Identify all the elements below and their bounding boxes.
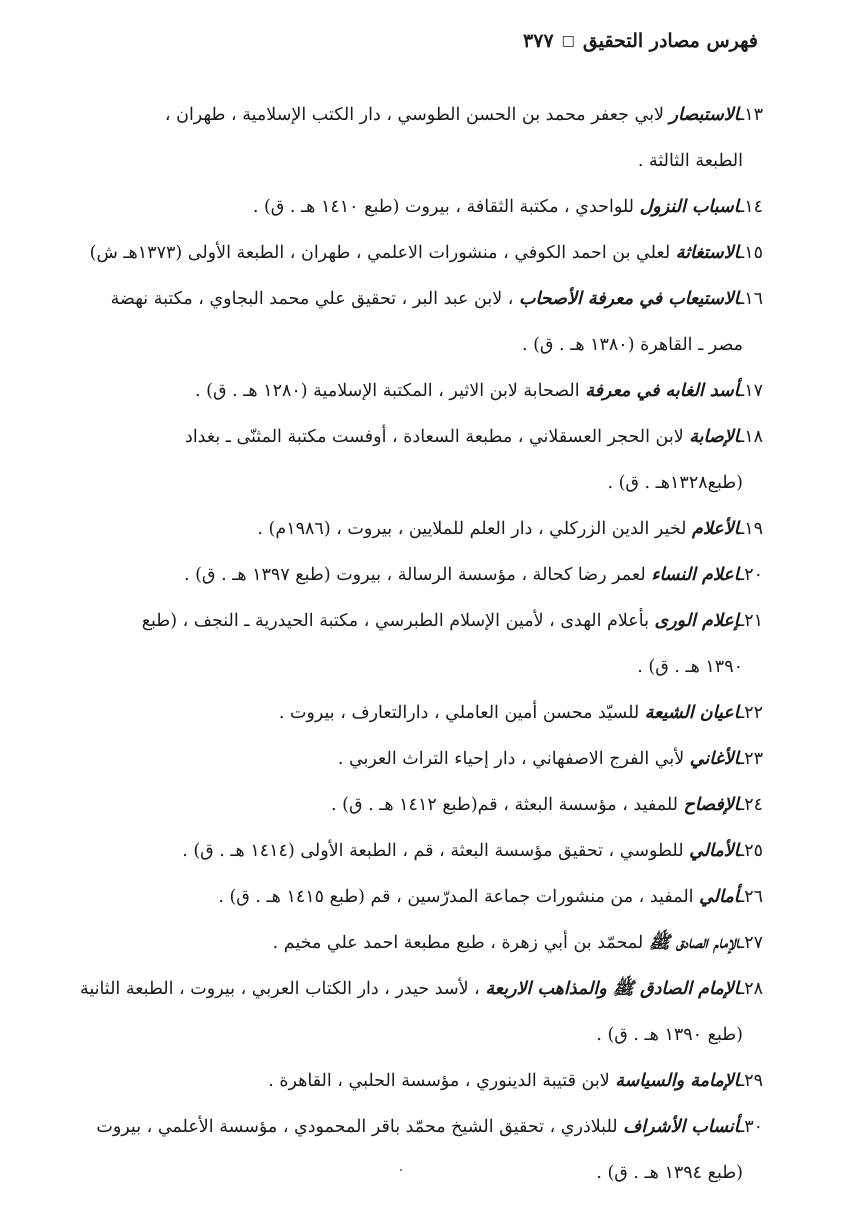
bibliography-entry (90, 92, 763, 184)
entry-title: اسباب النزول (639, 197, 740, 217)
entry-line (96, 1117, 763, 1137)
entry-details: للطوسي ، تحقيق مؤسسة البعثة ، قم ، الطبعة الأولى (١٤١٤ هـ . ق) . (182, 841, 690, 861)
entry-details: لمحمّد بن أبي زهرة ، طبع مطبعة احمد علي مخيم . (272, 933, 649, 953)
entry-line (185, 427, 763, 447)
bibliography-list (79, 92, 763, 1196)
entry-title: أنساب الأشراف (623, 1117, 740, 1137)
entry-line (268, 1071, 763, 1091)
entry-details: للواحدي ، مكتبة الثقافة ، بيروت (طبع ١٤١٠ هـ . ق) . (252, 197, 640, 217)
entry-details: لابن قتيبة الدينوري ، مؤسسة الحلبي ، القاهرة . (268, 1071, 616, 1091)
entry-title: الاستبصار (669, 105, 740, 125)
bibliography-entry (90, 368, 763, 414)
entry-number: ١٤ـ (739, 197, 763, 217)
entry-line (257, 519, 763, 539)
entry-details: ، لأسد حيدر ، دار الكتاب العربي ، بيروت ، الطبعة الثانية (79, 979, 486, 999)
entry-number: ٢٦ـ (739, 887, 763, 907)
bibliography-entry (90, 1058, 763, 1104)
bibliography-entry (90, 874, 763, 920)
entry-line (338, 749, 763, 769)
entry-details: بأعلام الهدى ، لأمين الإسلام الطبرسي ، مكتبة الحيدرية ـ النجف ، (طبع (141, 611, 655, 631)
entry-number: ١٥ـ (739, 243, 763, 263)
entry-details: لأبي الفرج الاصفهاني ، دار إحياء التراث العربي . (337, 749, 690, 769)
entry-title: الأمالي (689, 841, 740, 861)
header-separator: □ (561, 33, 575, 49)
entry-title: الإمامة والسياسة (615, 1071, 740, 1091)
page-number: ٣٧٧ (523, 30, 554, 52)
entry-details: للمفيد ، مؤسسة البعثة ، قم(طبع ١٤١٢ هـ . ق) . (331, 795, 684, 815)
entry-title: اعلام النساء (651, 565, 740, 585)
entry-details: لعمر رضا كحالة ، مؤسسة الرسالة ، بيروت (طبع ١٣٩٧ هـ . ق) . (183, 565, 652, 585)
entry-title: الإمام الصادق ﷺ (648, 933, 740, 953)
entry-continuation: مصر ـ القاهرة (١٣٨٠ هـ . ق) . (521, 335, 743, 355)
entry-details: لابي جعفر محمد بن الحسن الطوسي ، دار الكتب الإسلامية ، طهران ، (164, 105, 670, 125)
entry-continuation: (طبع ١٣٩٤ هـ . ق) . (596, 1163, 743, 1183)
entry-title: الاستغاثة (675, 243, 740, 263)
entry-details: الصحابة لابن الاثير ، المكتبة الإسلامية (١٢٨٠ هـ . ق) . (195, 381, 586, 401)
entry-title: الإمام الصادق ﷺ والمذاهب الاربعة (485, 979, 740, 999)
entry-line (90, 243, 763, 263)
entry-line (218, 887, 763, 907)
entry-number: ٢٤ـ (739, 795, 763, 815)
bibliography-entry (90, 414, 763, 506)
entry-line (165, 105, 763, 125)
entry-number: ٢٧ـ (739, 933, 763, 953)
entry-number: ٢٩ـ (739, 1071, 763, 1091)
entry-title: الأعلام (692, 519, 740, 539)
entry-title: الاستيعاب في معرفة الأصحاب (519, 289, 740, 309)
entry-title: الإفصاح (683, 795, 740, 815)
bibliography-entry (90, 552, 763, 598)
header-title: فهرس مصادر التحقيق (582, 30, 758, 52)
entry-title: الإصابة (689, 427, 740, 447)
entry-number: ١٨ـ (739, 427, 763, 447)
speck (400, 1169, 402, 1171)
entry-details: لخير الدين الزركلي ، دار العلم للملايين ، بيروت ، (١٩٨٦م) . (257, 519, 693, 539)
entry-details: لابن الحجر العسقلاني ، مطبعة السعادة ، أوفست مكتبة المثنّى ـ بغداد (185, 427, 690, 447)
bibliography-entry (90, 276, 763, 368)
entry-number: ١٦ـ (739, 289, 763, 309)
entry-details: للبلاذري ، تحقيق الشيخ محمّد باقر المحمودي ، مؤسسة الأعلمي ، بيروت (96, 1117, 624, 1137)
entry-number: ١٧ـ (739, 381, 763, 401)
entry-line (273, 933, 763, 953)
bibliography-entry (90, 230, 763, 276)
bibliography-entry (90, 598, 763, 690)
entry-number: ٢١ـ (739, 611, 763, 631)
bibliography-entry (79, 966, 763, 1058)
bibliography-entry (90, 920, 763, 966)
entry-number: ٢٢ـ (739, 703, 763, 723)
entry-number: ١٩ـ (739, 519, 763, 539)
entry-line (182, 841, 763, 861)
entry-continuation: (طبع ١٣٩٠ هـ . ق) . (596, 1025, 743, 1045)
entry-details: للسيّد محسن أمين العاملي ، دارالتعارف ، بيروت . (278, 703, 645, 723)
entry-number: ١٣ـ (739, 105, 763, 125)
entry-number: ٢٠ـ (739, 565, 763, 585)
entry-continuation: الطبعة الثالثة . (637, 151, 743, 171)
entry-line (331, 795, 763, 815)
entry-details: ، لابن عبد البر ، تحقيق علي محمد البجاوي ، مكتبة نهضة (110, 289, 519, 309)
bibliography-entry (90, 782, 763, 828)
entry-line (80, 979, 763, 999)
entry-line (111, 289, 763, 309)
entry-title: اعيان الشيعة (644, 703, 740, 723)
entry-line (279, 703, 763, 723)
entry-title: أمالي (699, 887, 740, 907)
entry-details: لعلي بن احمد الكوفي ، منشورات الاعلمي ، طهران ، الطبعة الأولى (١٣٧٣هـ ش) (89, 243, 676, 263)
bibliography-entry (90, 736, 763, 782)
bibliography-entry (90, 506, 763, 552)
entry-line (195, 381, 763, 401)
entry-details: المفيد ، من منشورات جماعة المدرّسين ، قم (طبع ١٤١٥ هـ . ق) . (218, 887, 700, 907)
bibliography-entry (90, 828, 763, 874)
running-header (523, 30, 758, 52)
entry-line (253, 197, 763, 217)
entry-title: أسد الغابه في معرفة (585, 381, 740, 401)
bibliography-entry (90, 1104, 763, 1196)
bibliography-entry (90, 690, 763, 736)
entry-number: ٢٣ـ (739, 749, 763, 769)
entry-number: ٢٥ـ (739, 841, 763, 861)
entry-title: الأغاني (689, 749, 740, 769)
entry-number: ٣٠ـ (739, 1117, 763, 1137)
entry-title: إعلام الورى (654, 611, 740, 631)
entry-continuation: ١٣٩٠ هـ . ق) . (637, 657, 743, 677)
entry-line (184, 565, 763, 585)
entry-continuation: (طبع١٣٢٨هـ . ق) . (607, 473, 743, 493)
bibliography-entry (90, 184, 763, 230)
entry-number: ٢٨ـ (739, 979, 763, 999)
entry-line (142, 611, 763, 631)
